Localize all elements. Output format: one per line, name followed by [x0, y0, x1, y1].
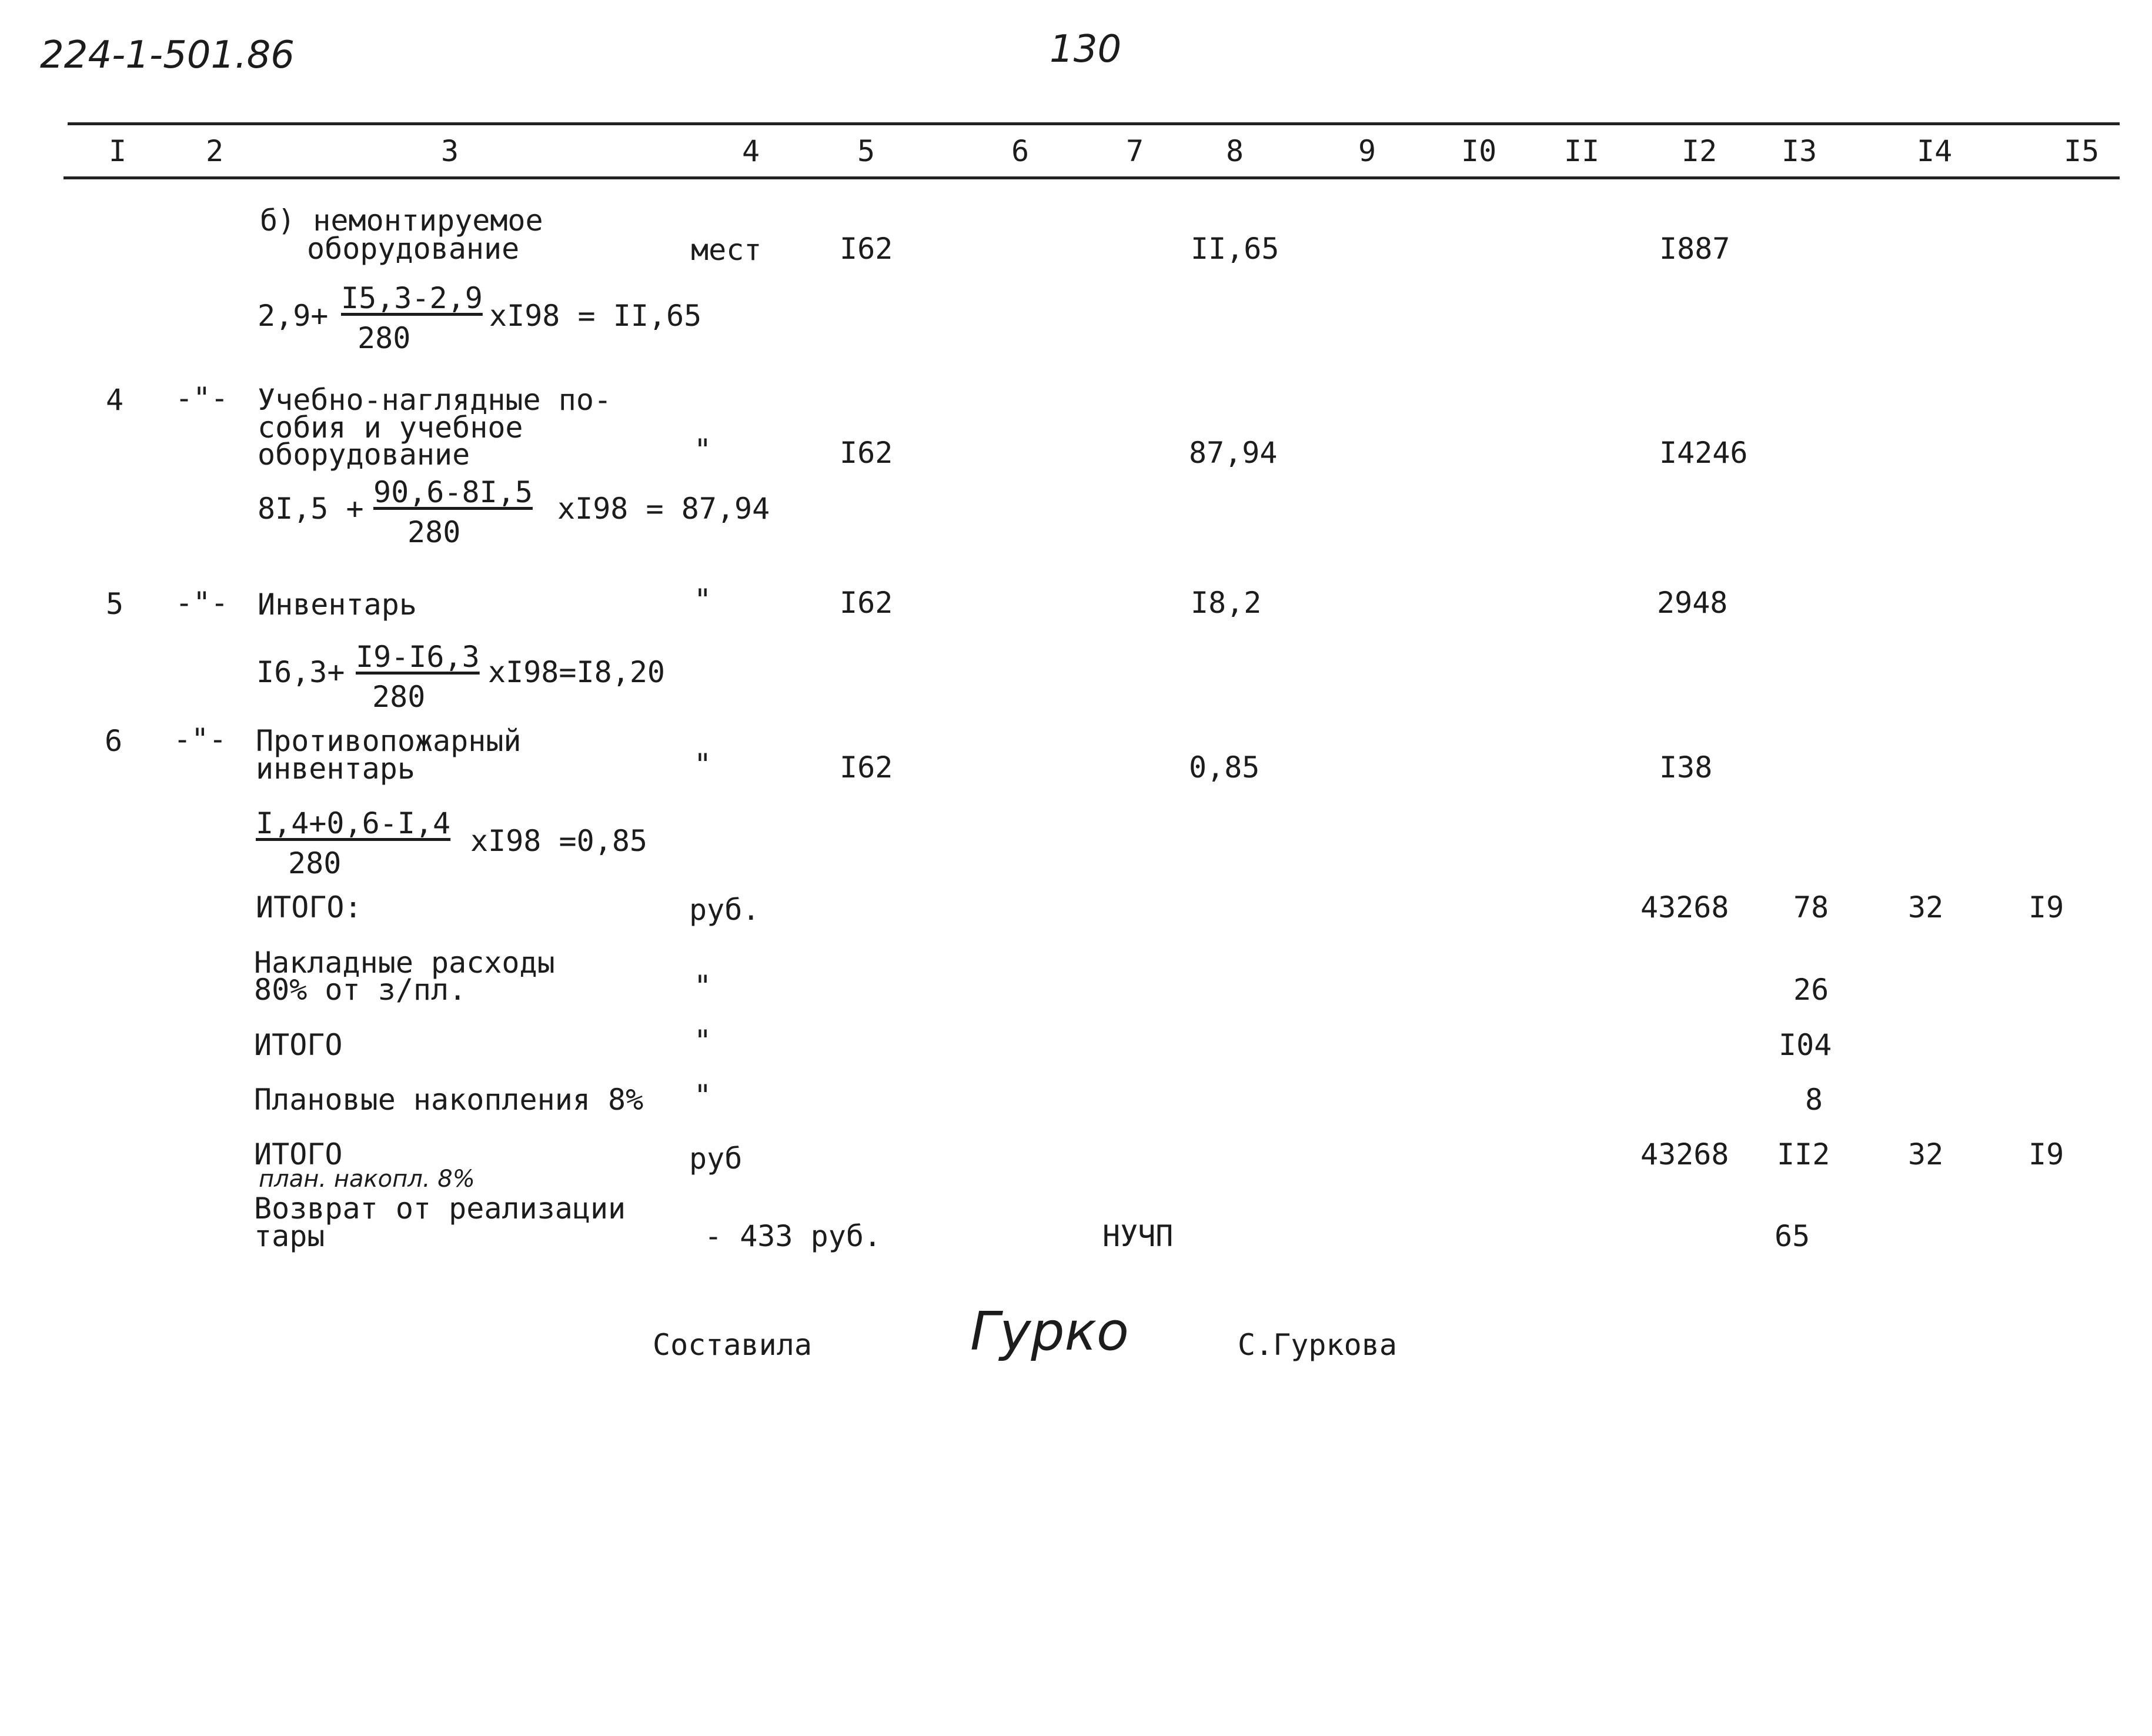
row-4-price: 87,94	[1189, 436, 1278, 470]
row-4-formula-fraction	[373, 475, 544, 554]
row-4-formula-prefix: 8I,5 +	[258, 492, 364, 526]
col-header-7: 7	[1126, 134, 1144, 168]
col-header-3: 3	[441, 134, 459, 168]
subtotal-unit: "	[694, 1024, 712, 1058]
row-6-formula-numerator: I,4+0,6-I,4	[256, 806, 451, 840]
row-5-formula-numerator: I9-I6,3	[356, 640, 480, 674]
overhead-unit: "	[694, 969, 712, 1003]
row-5-number: 5	[106, 587, 124, 621]
row-6-number: 6	[105, 724, 123, 758]
row-6-sum: I38	[1659, 750, 1713, 784]
col-header-8: 8	[1226, 134, 1244, 168]
row-b-label-line1: б) немонтируемое	[260, 203, 543, 238]
row-5-formula-suffix: xI98=I8,20	[488, 655, 666, 689]
row-b-formula-suffix: xI98 = II,65	[489, 299, 702, 333]
row-5-formula-prefix: I6,3+	[256, 655, 345, 689]
overhead-col13: 26	[1793, 973, 1829, 1007]
row-6-price: 0,85	[1189, 750, 1260, 784]
row-b-label-line2: оборудование	[307, 232, 520, 266]
row-6-formula-fraction	[256, 806, 451, 885]
row-b-unit: мест	[691, 233, 762, 267]
row-4-formula-denominator: 280	[407, 515, 461, 549]
row-4-number: 4	[106, 383, 124, 417]
total-col15: I9	[2029, 890, 2064, 924]
col-header-12: I2	[1682, 134, 1717, 168]
row-6-formula-suffix: xI98 =0,85	[470, 824, 648, 858]
grand-total-col14: 32	[1908, 1137, 1944, 1171]
tare-return-amount: - 433 руб.	[704, 1219, 882, 1253]
col-header-5: 5	[857, 134, 875, 168]
col-header-2: 2	[206, 134, 224, 168]
grand-total-col12: 43268	[1640, 1137, 1729, 1171]
row-b-formula-fraction	[341, 283, 482, 360]
row-4-sum: I4246	[1659, 436, 1748, 470]
overhead-label-line1: Накладные расходы	[254, 946, 555, 980]
tare-return-label-line2: тары	[254, 1219, 325, 1253]
grand-total-label: ИТОГО	[254, 1137, 343, 1171]
grand-total-col13: II2	[1777, 1137, 1830, 1171]
row-5-ditto: -"-	[175, 586, 229, 620]
row-b-formula-denominator: 280	[357, 321, 411, 355]
col-header-13: I3	[1782, 134, 1817, 168]
row-b-formula-numerator: I5,3-2,9	[341, 281, 483, 315]
row-4-unit: "	[694, 433, 712, 467]
planned-savings-unit: "	[694, 1079, 712, 1113]
planned-savings-col13: 8	[1805, 1083, 1823, 1117]
col-header-10: I0	[1461, 134, 1497, 168]
page-number: 130	[1050, 28, 1122, 71]
col-header-6: 6	[1011, 134, 1030, 168]
col-header-14: I4	[1917, 134, 1953, 168]
row-6-label-line2: инвентарь	[256, 752, 415, 786]
subtotal-col13: I04	[1779, 1028, 1832, 1062]
row-4-label-line3: оборудование	[258, 438, 470, 472]
row-b-qty: I62	[840, 232, 893, 266]
total-col14: 32	[1908, 890, 1944, 924]
total-col12: 43268	[1640, 890, 1729, 924]
document-code: 224-1-501.86	[40, 34, 295, 77]
row-4-formula-suffix: xI98 = 87,94	[557, 492, 770, 526]
row-5-qty: I62	[840, 586, 893, 620]
row-6-unit: "	[694, 747, 712, 782]
total-label: ИТОГО:	[256, 890, 362, 924]
grand-total-col15: I9	[2029, 1137, 2064, 1171]
row-b-price: II,65	[1191, 232, 1279, 266]
col-header-15: I5	[2064, 134, 2100, 168]
grand-total-unit: руб	[689, 1141, 743, 1176]
col-header-9: 9	[1358, 134, 1376, 168]
tare-return-label-line1: Возврат от реализации	[254, 1191, 626, 1226]
row-4-label-line1: Учебно-наглядные по-	[258, 383, 612, 417]
grand-total-note: план. накопл. 8%	[259, 1166, 475, 1193]
col-header-1: I	[109, 134, 127, 168]
tare-return-col13: 65	[1775, 1219, 1810, 1253]
compiler-name: С.Гуркова	[1238, 1328, 1397, 1362]
row-5-formula-fraction	[356, 642, 485, 719]
compiled-by-label: Составила	[653, 1328, 812, 1362]
col-header-11: II	[1564, 134, 1600, 168]
row-6-ditto: -"-	[173, 722, 227, 756]
col-header-4: 4	[742, 134, 760, 168]
row-5-formula-denominator: 280	[372, 680, 426, 714]
tare-return-stamp: НУЧП	[1102, 1219, 1174, 1253]
row-4-formula-numerator: 90,6-8I,5	[373, 475, 533, 509]
total-unit: руб.	[689, 893, 760, 927]
row-6-qty: I62	[840, 750, 893, 784]
planned-savings-label: Плановые накопления 8%	[254, 1083, 644, 1117]
overhead-label-line2: 80% от з/пл.	[254, 973, 467, 1007]
signature: Гурко	[970, 1301, 1129, 1363]
row-6-label-line1: Противопожарный	[256, 724, 522, 758]
row-4-qty: I62	[840, 436, 893, 470]
total-col13: 78	[1793, 890, 1829, 924]
row-4-ditto: -"-	[175, 381, 229, 415]
row-4-label-line2: собия и учебное	[258, 410, 523, 445]
row-5-label: Инвентарь	[258, 587, 417, 622]
row-b-sum: I887	[1659, 232, 1730, 266]
row-5-price: I8,2	[1191, 586, 1262, 620]
row-5-unit: "	[694, 583, 712, 617]
header-top-rule	[68, 122, 2120, 125]
header-bottom-rule	[64, 176, 2120, 179]
row-5-sum: 2948	[1657, 586, 1728, 620]
row-b-formula-prefix: 2,9+	[258, 299, 329, 333]
row-6-formula-denominator: 280	[288, 846, 342, 880]
subtotal-label: ИТОГО	[254, 1028, 343, 1062]
